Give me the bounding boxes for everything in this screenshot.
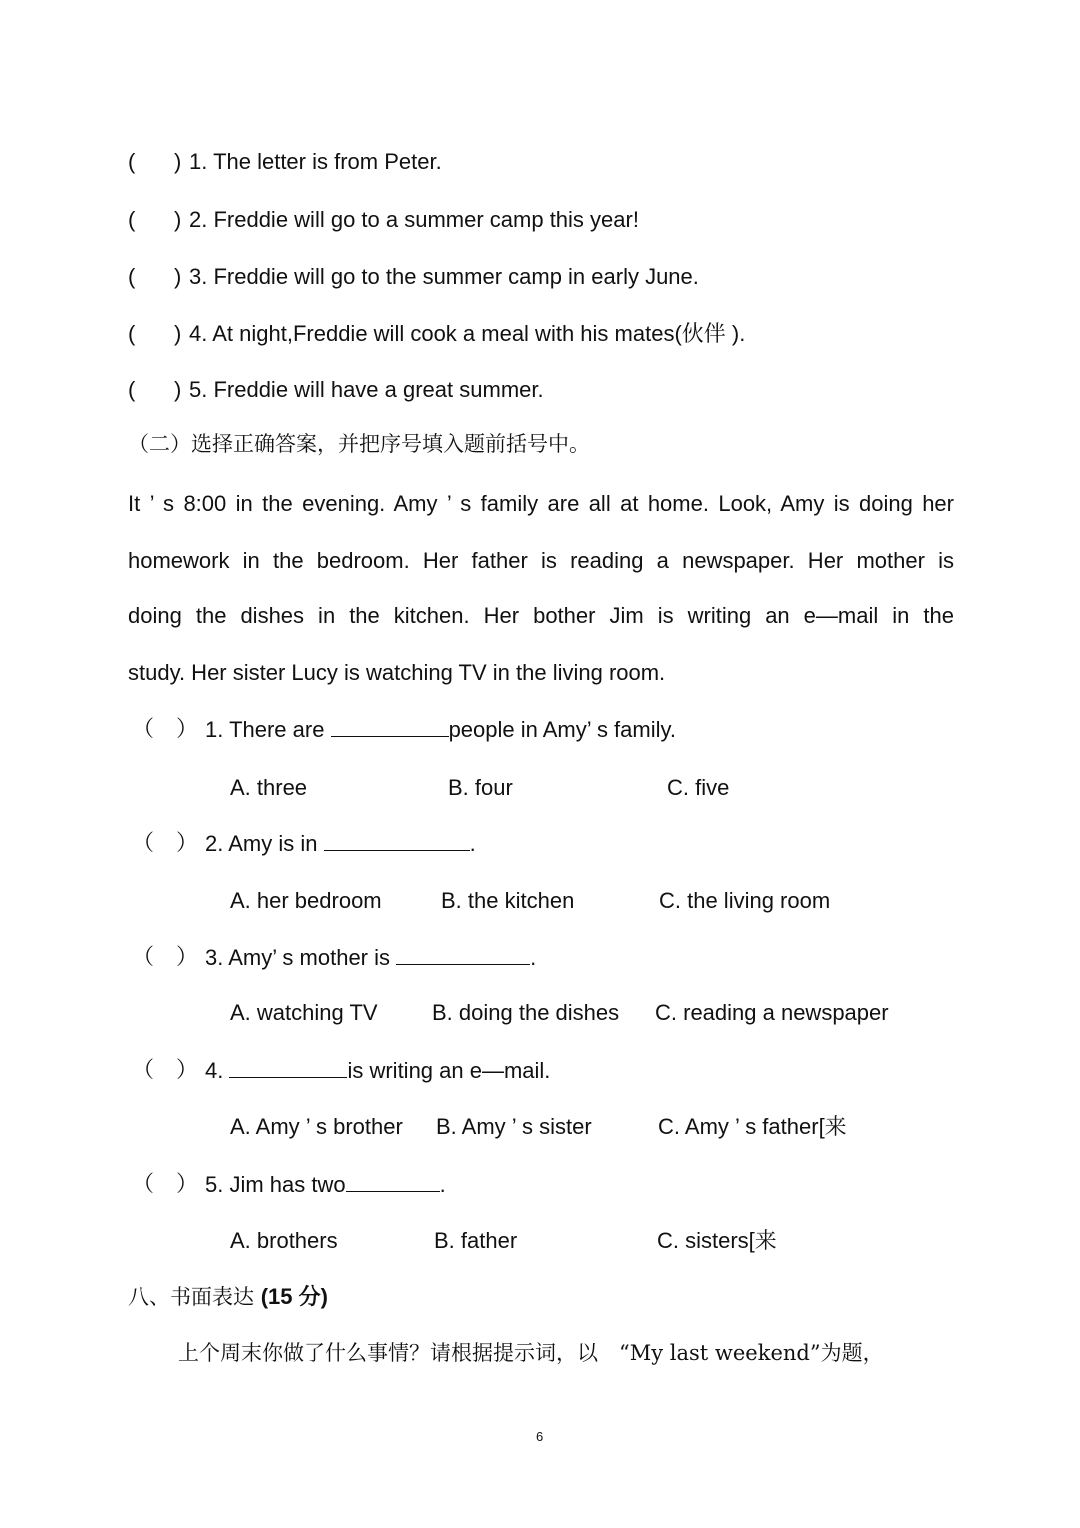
statement-text: 5. Freddie will have a great summer. (189, 377, 544, 402)
answer-paren-close: ) (174, 321, 182, 346)
answer-blank (396, 944, 530, 965)
question-stem: 1. There are (205, 717, 331, 742)
question-stem-end: . (469, 831, 476, 856)
question-stem-end: . (439, 1172, 446, 1197)
question-stem: 3. Amy’ s mother is (205, 945, 397, 970)
answer-option: C. reading a newspaper (655, 1000, 889, 1025)
answer-option: C. Amy ’ s father[来 (658, 1114, 847, 1139)
statement-text: 2. Freddie will go to a summer camp this year! (189, 207, 639, 232)
question-paren: （ ） (132, 1171, 199, 1196)
answer-option: C. the living room (659, 888, 831, 913)
answer-option: B. the kitchen (441, 888, 575, 913)
passage-line: homework in the bedroom. Her father is reading a newspaper. Her mother is (128, 548, 954, 573)
heading-score: (15 分) (260, 1284, 328, 1309)
answer-option: B. Amy ’ s sister (436, 1114, 592, 1139)
statement-text: 3. Freddie will go to the summer camp in early June. (189, 264, 699, 289)
question-stem-end: people in Amy’ s family. (448, 717, 676, 742)
answer-option: B. four (448, 775, 513, 800)
answer-blank (346, 1171, 440, 1192)
answer-option: A. her bedroom (230, 888, 382, 913)
question-text (205, 944, 536, 971)
question-paren: （ ） (132, 830, 199, 855)
answer-paren-open: ( (128, 321, 136, 346)
answer-blank (331, 716, 449, 737)
answer-option: A. watching TV (230, 1000, 378, 1025)
answer-option: A. three (230, 775, 308, 800)
passage-line: doing the dishes in the kitchen. Her bother Jim is writing an e—mail in the (128, 603, 954, 628)
heading-text: 八、书面表达 (128, 1285, 261, 1309)
question-text (205, 1057, 550, 1084)
question-stem: 5. Jim has two (205, 1172, 346, 1197)
question-stem-end: . (530, 945, 537, 970)
writing-prompt: 上个周末你做了什么事情？请根据提示词，以 “My last weekend”为题， (178, 1341, 884, 1365)
answer-paren-open: ( (128, 264, 136, 289)
passage-line: It ’ s 8:00 in the evening. Amy ’ s family are all at home. Look, Amy is doing her (128, 491, 954, 516)
answer-paren-open: ( (128, 377, 136, 402)
answer-blank (324, 830, 470, 851)
answer-paren-close: ) (174, 377, 182, 402)
answer-paren-open: ( (128, 207, 136, 232)
answer-option: C. five (667, 775, 730, 800)
question-stem: 2. Amy is in (205, 831, 324, 856)
question-paren: （ ） (132, 716, 199, 741)
answer-option: A. Amy ’ s brother (230, 1114, 403, 1139)
section-heading: （二）选择正确答案，并把序号填入题前括号中。 (128, 432, 590, 456)
page-number: 6 (536, 1429, 544, 1444)
question-paren: （ ） (132, 1057, 199, 1082)
answer-paren-open: ( (128, 149, 136, 174)
answer-paren-close: ) (174, 264, 182, 289)
question-text (205, 1171, 446, 1198)
section-heading (128, 1284, 328, 1310)
passage-line: study. Her sister Lucy is watching TV in the living room. (128, 660, 666, 685)
answer-blank (229, 1057, 347, 1078)
question-stem: 4. (205, 1058, 230, 1083)
answer-option: C. sisters[来 (657, 1228, 777, 1253)
answer-paren-close: ) (174, 149, 182, 174)
answer-option: B. father (434, 1228, 518, 1253)
statement-text: 4. At night,Freddie will cook a meal with his mates(伙伴 ). (189, 321, 746, 346)
answer-option: B. doing the dishes (432, 1000, 620, 1025)
answer-option: A. brothers (230, 1228, 338, 1253)
answer-paren-close: ) (174, 207, 182, 232)
statement-text: 1. The letter is from Peter. (189, 149, 442, 174)
question-text (205, 830, 476, 857)
question-text (205, 716, 676, 743)
question-paren: （ ） (132, 944, 199, 969)
question-stem-end: is writing an e—mail. (347, 1058, 551, 1083)
